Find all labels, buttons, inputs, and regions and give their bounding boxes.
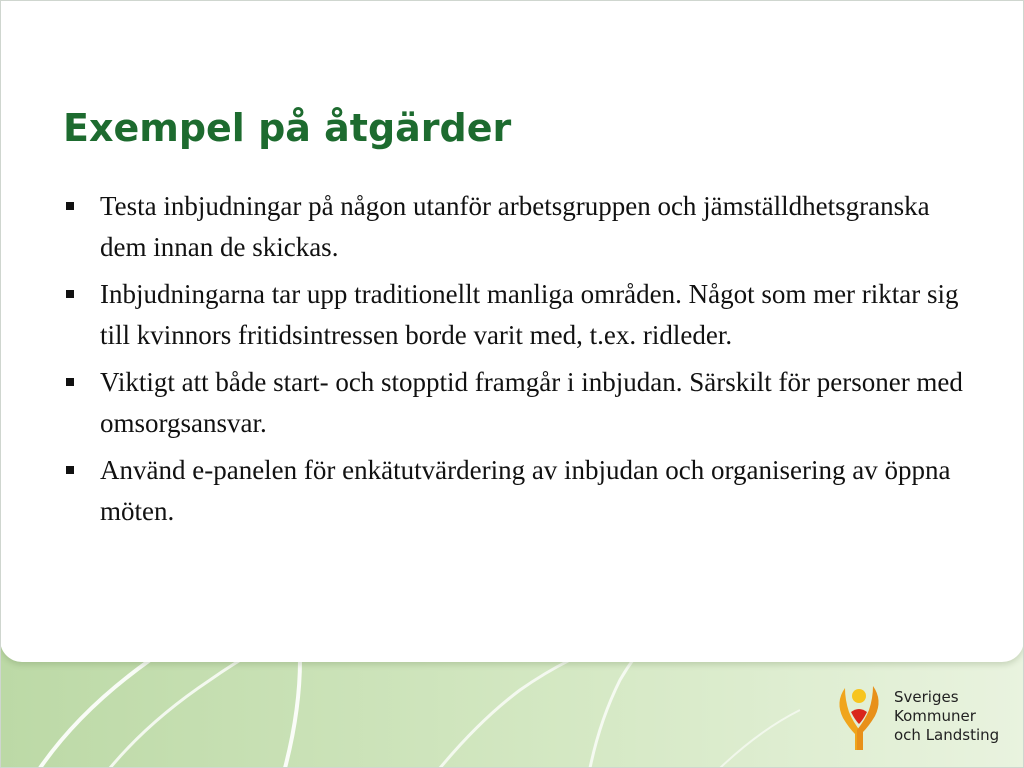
square-bullet-icon xyxy=(66,378,74,386)
bullet-item xyxy=(63,274,963,356)
bullet-list xyxy=(63,186,963,538)
logo-line: Sveriges xyxy=(894,688,959,706)
bullet-text: Inbjudningarna tar upp traditionellt manliga områden. Något som mer riktar sig till kvinnors fritidsintressen borde varit med, t.ex. ridleder. xyxy=(100,279,959,350)
bullet-text: Testa inbjudningar på någon utanför arbetsgruppen och jämställdhetsgranska dem innan de skickas. xyxy=(100,191,930,262)
logo-line: Kommuner xyxy=(894,707,976,725)
square-bullet-icon xyxy=(66,466,74,474)
bullet-text: Viktigt att både start- och stopptid framgår i inbjudan. Särskilt för personer med omsorgsansvar. xyxy=(100,367,963,438)
square-bullet-icon xyxy=(66,202,74,210)
square-bullet-icon xyxy=(66,290,74,298)
logo-text xyxy=(894,688,999,745)
bullet-item xyxy=(63,450,963,532)
bullet-text: Använd e-panelen för enkätutvärdering av inbjudan och organisering av öppna möten. xyxy=(100,455,951,526)
logo-line: och Landsting xyxy=(894,726,1000,744)
skl-figure-icon xyxy=(833,682,885,752)
slide-title: Exempel på åtgärder xyxy=(63,106,512,150)
skl-logo xyxy=(833,682,1008,752)
bullet-item xyxy=(63,362,963,444)
bullet-item xyxy=(63,186,963,268)
